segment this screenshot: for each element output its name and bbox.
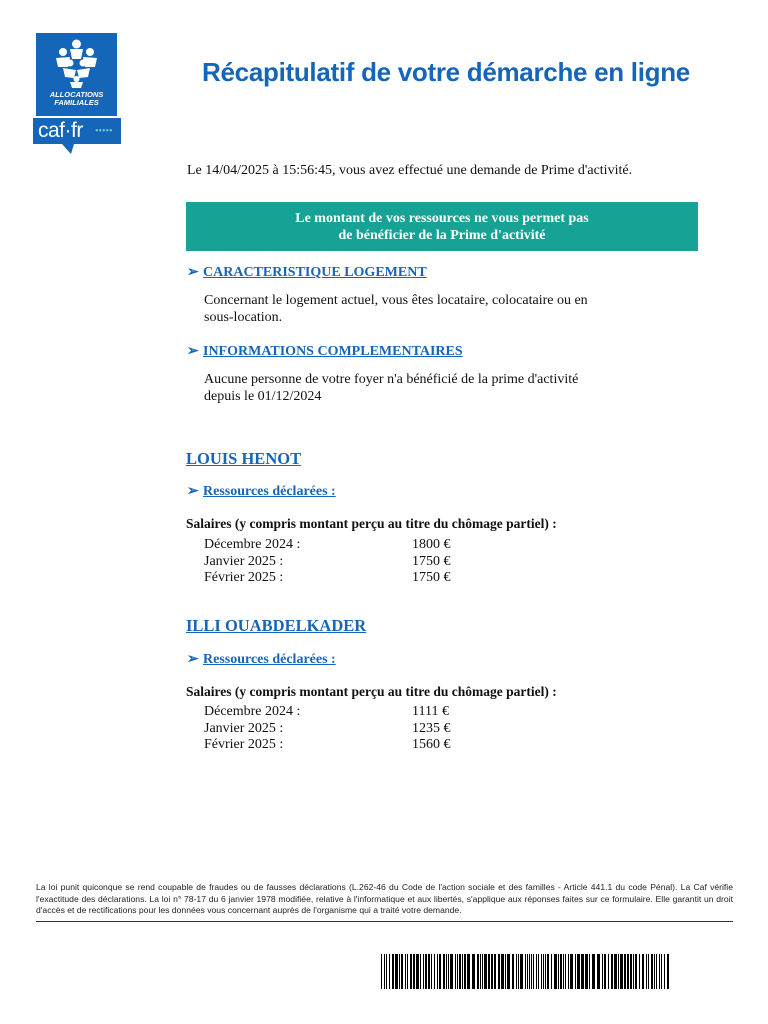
logo-text-line1: ALLOCATIONS bbox=[49, 90, 104, 99]
salary-title: Salaires (y compris montant perçu au titre du chômage partiel) : bbox=[186, 684, 557, 699]
resources-heading bbox=[187, 483, 336, 500]
salary-amount: 1111 € bbox=[412, 704, 449, 719]
section-heading-label: CARACTERISTIQUE LOGEMENT bbox=[203, 265, 427, 280]
resources-label: Ressources déclarées : bbox=[203, 652, 336, 667]
section-text-line: Aucune personne de votre foyer n'a bénéficié de la prime d'activité bbox=[204, 372, 579, 387]
page-title: Récapitulatif de votre démarche en ligne bbox=[202, 57, 690, 87]
section-text-line: sous-location. bbox=[204, 310, 283, 325]
salary-month: Février 2025 : bbox=[204, 570, 284, 585]
salary-title: Salaires (y compris montant perçu au titre du chômage partiel) : bbox=[186, 516, 557, 531]
section-text-line: Concernant le logement actuel, vous êtes locataire, colocataire ou en bbox=[204, 293, 588, 308]
section-text-informations bbox=[204, 371, 578, 405]
salary-amount: 1560 € bbox=[412, 737, 451, 752]
caf-fr-label: caf·fr bbox=[38, 119, 83, 142]
salary-amount: 1750 € bbox=[412, 570, 451, 585]
footer-divider bbox=[36, 921, 733, 922]
arrow-bullet-icon: ➢ bbox=[187, 265, 199, 280]
result-banner bbox=[186, 202, 698, 251]
salary-amount: 1235 € bbox=[412, 721, 451, 736]
salary-month: Janvier 2025 : bbox=[204, 554, 284, 569]
section-heading-informations bbox=[187, 343, 463, 360]
section-heading-logement bbox=[187, 264, 427, 281]
caf-fr-logo bbox=[33, 118, 121, 144]
intro-text: Le 14/04/2025 à 15:56:45, vous avez effectué une demande de Prime d'activité. bbox=[187, 163, 633, 178]
section-text-line: depuis le 01/12/2024 bbox=[204, 389, 322, 404]
caf-logo bbox=[36, 33, 117, 116]
dots-icon: ••••• bbox=[95, 126, 113, 137]
salary-month: Février 2025 : bbox=[204, 737, 284, 752]
salary-month: Janvier 2025 : bbox=[204, 721, 284, 736]
salary-amount: 1800 € bbox=[412, 537, 451, 552]
section-text-logement bbox=[204, 292, 588, 326]
person-name: LOUIS HENOT bbox=[186, 449, 302, 468]
section-heading-label: INFORMATIONS COMPLEMENTAIRES bbox=[203, 344, 463, 359]
salary-month: Décembre 2024 : bbox=[204, 704, 301, 719]
arrow-bullet-icon: ➢ bbox=[187, 484, 199, 499]
banner-line-1: Le montant de vos ressources ne vous permet pas bbox=[295, 210, 589, 226]
salary-month: Décembre 2024 : bbox=[204, 537, 301, 552]
person-name: ILLI OUABDELKADER bbox=[186, 616, 367, 635]
resources-heading bbox=[187, 651, 336, 668]
family-icon bbox=[48, 37, 105, 89]
barcode-icon bbox=[381, 954, 671, 989]
arrow-bullet-icon: ➢ bbox=[187, 652, 199, 667]
arrow-bullet-icon: ➢ bbox=[187, 344, 199, 359]
banner-line-2: de bénéficier de la Prime d'activité bbox=[338, 227, 546, 243]
legal-notice: La loi punit quiconque se rend coupable de fraudes ou de fausses déclarations (L.262-46 du Code de l'action sociale et des familles - Article 441.1 du code Pénal). La Caf vérifie l'exactitude des déclarations. La loi n° 78-17 du 6 janvier 1978 modifiée, relative à l'informatique et aux libertés, s'applique aux réponses faites sur ce formulaire. Elle garantit un droit d'accès et de rectifications pour les données vous concernant auprès de l'organisme qui a traité votre demande. bbox=[36, 882, 733, 915]
resources-label: Ressources déclarées : bbox=[203, 484, 336, 499]
logo-text-line2: FAMILIALES bbox=[54, 98, 99, 107]
salary-amount: 1750 € bbox=[412, 554, 451, 569]
speech-tail-icon bbox=[62, 144, 74, 154]
